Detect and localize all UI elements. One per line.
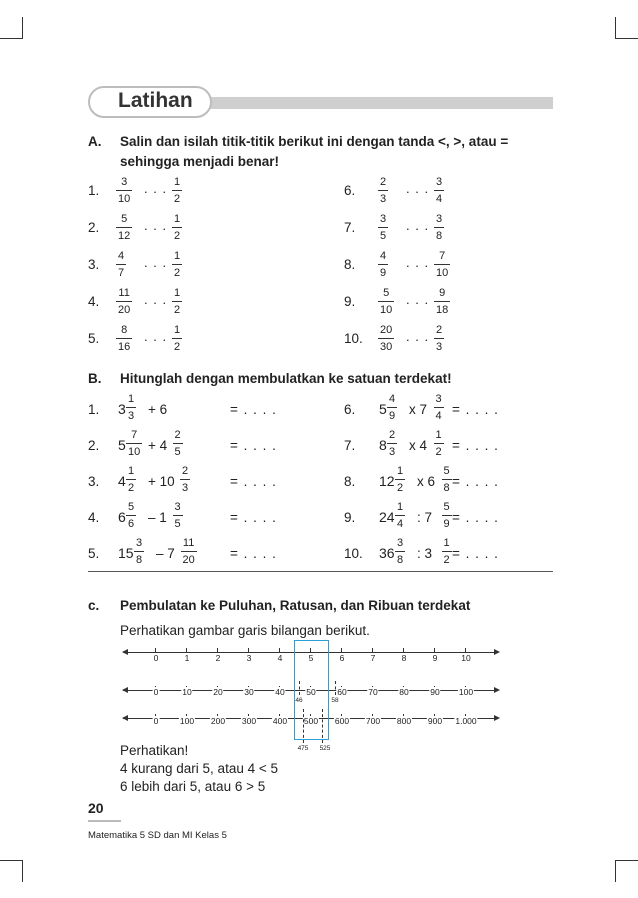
operator: – 7: [156, 546, 175, 561]
section-b-instruction: Hitunglah dengan membulatkan ke satuan terdekat!: [120, 371, 452, 386]
numerator: 1: [397, 465, 404, 477]
fraction-bar: [442, 515, 452, 516]
tick-label: 70: [368, 687, 378, 697]
numerator: 8: [121, 324, 128, 336]
blank-dots: . . .: [144, 292, 168, 307]
right-fraction: [172, 175, 182, 206]
denominator: 8: [436, 230, 443, 242]
note-line: 4 kurang dari 5, atau 4 < 5: [120, 761, 278, 776]
right-fraction: [434, 286, 450, 317]
note-line: 6 lebih dari 5, atau 6 > 5: [120, 779, 266, 794]
numerator: 5: [121, 213, 128, 225]
fraction-bar: [378, 190, 388, 191]
tick-label: 200: [210, 716, 226, 726]
crop-mark: [615, 17, 616, 39]
mixed-fraction: [442, 500, 452, 531]
tick-label: 30: [244, 687, 254, 697]
numerator: 1: [435, 429, 442, 441]
numerator: 11: [118, 287, 130, 299]
footer-text: Matematika 5 SD dan MI Kelas 5: [88, 830, 227, 841]
crop-mark: [22, 860, 23, 882]
fraction-bar: [395, 479, 405, 480]
operator: x 4: [409, 438, 428, 453]
fraction-bar: [378, 264, 388, 265]
tick-label: 0: [153, 687, 159, 697]
tick-label: 800: [396, 716, 412, 726]
tick-label: 10: [182, 687, 192, 697]
denominator: 5: [380, 230, 387, 242]
denominator: 9: [443, 518, 450, 530]
whole-number: 15: [118, 545, 134, 561]
item-number: 7.: [344, 220, 356, 235]
note-title: Perhatikan!: [120, 743, 189, 758]
fraction-bar: [172, 338, 182, 339]
tick-label: 1.000: [455, 716, 477, 726]
numerator: 1: [443, 537, 450, 549]
denominator: 5: [174, 446, 181, 458]
tick-label: 5: [308, 653, 314, 663]
left-fraction: [378, 286, 394, 317]
numerator: 1: [128, 465, 135, 477]
tick-label: 500: [303, 716, 319, 726]
arrow-left-icon: [122, 715, 128, 721]
answer-blank: = . . . .: [230, 510, 277, 525]
crop-mark: [615, 860, 616, 882]
fraction-bar: [434, 407, 444, 408]
item-number: 8.: [344, 257, 356, 272]
fraction-bar: [116, 227, 132, 228]
tick-label: 10: [461, 653, 471, 663]
fraction-bar: [442, 551, 452, 552]
tick-label: 100: [458, 687, 474, 697]
fraction-bar: [134, 551, 144, 552]
marker-label: 525: [319, 745, 331, 752]
fraction-bar: [434, 264, 450, 265]
whole-number: 12: [379, 473, 395, 489]
crop-mark: [616, 38, 638, 39]
section-a-instruction: Salin dan isilah titik-titik berikut ini dengan tanda <, >, atau =: [120, 134, 509, 149]
tick-label: 600: [334, 716, 350, 726]
fraction-bar: [434, 227, 444, 228]
right-fraction: [434, 323, 444, 354]
answer-blank: = . . . .: [452, 402, 499, 417]
denominator: 10: [380, 304, 393, 316]
item-number: 7.: [344, 438, 356, 453]
blank-dots: . . .: [406, 181, 430, 196]
numerator: 11: [182, 537, 195, 549]
section-c-intro: Perhatikan gambar garis bilangan berikut.: [120, 623, 370, 638]
whole-number: 5: [379, 401, 387, 417]
whole-number: 3: [118, 401, 126, 417]
left-fraction: [116, 212, 132, 243]
fraction-bar: [442, 479, 452, 480]
fraction-bar: [434, 190, 444, 191]
fraction-bar: [126, 515, 136, 516]
whole-number: 24: [379, 509, 395, 525]
fraction-bar: [434, 443, 444, 444]
denominator: 3: [182, 482, 189, 494]
numerator: 2: [436, 324, 443, 336]
blank-dots: . . .: [406, 329, 430, 344]
fraction-bar: [116, 190, 132, 191]
numerator: 4: [389, 393, 396, 405]
denominator: 30: [380, 341, 393, 353]
fraction-bar: [172, 301, 182, 302]
denominator: 2: [435, 446, 442, 458]
section-c-heading: Pembulatan ke Puluhan, Ratusan, dan Ribuan terdekat: [120, 598, 471, 613]
operator: + 10: [148, 474, 175, 489]
item-number: 3.: [88, 474, 100, 489]
right-fraction: [434, 212, 444, 243]
tick-label: 60: [337, 687, 347, 697]
title-bar: [210, 97, 553, 109]
numerator: 3: [397, 537, 404, 549]
mixed-fraction: [126, 464, 136, 495]
mixed-fraction: [434, 428, 444, 459]
denominator: 10: [436, 267, 449, 279]
fraction-bar: [116, 264, 126, 265]
item-number: 1.: [88, 183, 100, 198]
mixed-fraction: [180, 464, 190, 495]
fraction-bar: [126, 479, 136, 480]
numerator: 2: [380, 176, 387, 188]
tick-label: 8: [401, 653, 407, 663]
whole-number: 6: [118, 509, 126, 525]
denominator: 9: [389, 410, 396, 422]
whole-number: 5: [118, 437, 126, 453]
arrow-right-icon: [494, 687, 500, 693]
answer-blank: = . . . .: [452, 474, 499, 489]
fraction-bar: [434, 301, 450, 302]
denominator: 7: [118, 267, 125, 279]
item-number: 3.: [88, 257, 100, 272]
fraction-bar: [172, 264, 182, 265]
item-number: 4.: [88, 510, 100, 525]
tick-label: 0: [153, 653, 159, 663]
denominator: 5: [174, 518, 181, 530]
denominator: 2: [128, 482, 135, 494]
denominator: 2: [174, 304, 181, 316]
denominator: 12: [118, 230, 131, 242]
right-fraction: [172, 212, 182, 243]
fraction-bar: [395, 515, 405, 516]
right-fraction: [434, 249, 450, 280]
mixed-fraction: [442, 536, 452, 567]
item-number: 9.: [344, 294, 356, 309]
fraction-bar: [378, 301, 394, 302]
section-b-label: B.: [88, 371, 102, 386]
denominator: 9: [380, 267, 387, 279]
mixed-fraction: [395, 464, 405, 495]
numerator: 9: [439, 287, 446, 299]
operator: + 4: [148, 438, 168, 453]
whole-number: 4: [118, 473, 126, 489]
footer-rule: [88, 820, 121, 822]
denominator: 10: [118, 193, 131, 205]
whole-number: 8: [379, 437, 387, 453]
numerator: 1: [174, 213, 181, 225]
arrow-right-icon: [494, 649, 500, 655]
answer-blank: = . . . .: [452, 546, 499, 561]
blank-dots: . . .: [406, 218, 430, 233]
operator: : 7: [417, 510, 433, 525]
numerator: 2: [174, 429, 181, 441]
denominator: 6: [128, 518, 135, 530]
fraction-bar: [173, 515, 183, 516]
denominator: 2: [174, 230, 181, 242]
numerator: 5: [443, 465, 450, 477]
mixed-fraction: [395, 500, 405, 531]
crop-mark: [616, 860, 638, 861]
fraction-bar: [378, 227, 388, 228]
page-title: Latihan: [118, 89, 193, 112]
denominator: 3: [436, 341, 443, 353]
denominator: 4: [435, 410, 442, 422]
item-number: 2.: [88, 220, 100, 235]
item-number: 8.: [344, 474, 356, 489]
denominator: 16: [118, 341, 131, 353]
numerator: 3: [436, 176, 443, 188]
mixed-fraction: [173, 428, 183, 459]
left-fraction: [378, 212, 388, 243]
answer-blank: = . . . .: [230, 402, 277, 417]
numerator: 3: [121, 176, 128, 188]
answer-blank: = . . . .: [452, 438, 499, 453]
numerator: 5: [128, 501, 135, 513]
numerator: 2: [182, 465, 189, 477]
tick-label: 90: [430, 687, 440, 697]
tick-label: 6: [339, 653, 345, 663]
fraction-bar: [173, 443, 183, 444]
tick-label: 9: [432, 653, 438, 663]
answer-blank: = . . . .: [230, 546, 277, 561]
blank-dots: . . .: [144, 329, 168, 344]
numerator: 3: [436, 213, 443, 225]
tick-label: 3: [246, 653, 252, 663]
denominator: 18: [436, 304, 449, 316]
crop-mark: [0, 860, 22, 861]
numerator: 1: [128, 393, 135, 405]
tick-label: 20: [213, 687, 223, 697]
numerator: 3: [174, 501, 181, 513]
mixed-fraction: [181, 536, 197, 567]
right-fraction: [172, 286, 182, 317]
item-number: 1.: [88, 402, 100, 417]
fraction-bar: [116, 338, 132, 339]
item-number: 2.: [88, 438, 100, 453]
mixed-fraction: [126, 500, 136, 531]
mixed-fraction: [434, 392, 444, 423]
tick-label: 80: [399, 687, 409, 697]
denominator: 4: [397, 518, 404, 530]
denominator: 2: [174, 267, 181, 279]
denominator: 8: [136, 554, 143, 566]
mixed-fraction: [387, 428, 397, 459]
highlight-box: [294, 640, 329, 740]
numerator: 7: [439, 250, 446, 262]
left-fraction: [116, 175, 132, 206]
item-number: 4.: [88, 294, 100, 309]
answer-blank: = . . . .: [452, 510, 499, 525]
left-fraction: [116, 323, 132, 354]
fraction-bar: [387, 407, 397, 408]
tick-label: 40: [275, 687, 285, 697]
operator: : 3: [417, 546, 433, 561]
fraction-bar: [181, 551, 197, 552]
item-number: 10.: [344, 331, 363, 346]
numerator: 5: [443, 501, 450, 513]
denominator: 2: [174, 341, 181, 353]
right-fraction: [172, 323, 182, 354]
tick-label: 900: [427, 716, 443, 726]
numerator: 1: [174, 176, 181, 188]
fraction-bar: [172, 227, 182, 228]
numerator: 3: [435, 393, 442, 405]
denominator: 3: [128, 410, 135, 422]
blank-dots: . . .: [406, 292, 430, 307]
tick-label: 700: [365, 716, 381, 726]
blank-dots: . . .: [144, 218, 168, 233]
mixed-fraction: [387, 392, 397, 423]
arrow-right-icon: [494, 715, 500, 721]
blank-dots: . . .: [144, 181, 168, 196]
numerator: 3: [380, 213, 387, 225]
arrow-left-icon: [122, 687, 128, 693]
tick-label: 100: [179, 716, 195, 726]
item-number: 6.: [344, 183, 356, 198]
right-fraction: [172, 249, 182, 280]
numerator: 1: [174, 324, 181, 336]
fraction-bar: [395, 551, 405, 552]
crop-mark: [22, 17, 23, 39]
numerator: 20: [380, 324, 393, 336]
marker-label: 475: [297, 745, 309, 752]
tick-label: 400: [272, 716, 288, 726]
operator: + 6: [148, 402, 168, 417]
answer-blank: = . . . .: [230, 438, 277, 453]
left-fraction: [378, 175, 388, 206]
operator: x 7: [409, 402, 428, 417]
mixed-fraction: [395, 536, 405, 567]
denominator: 3: [389, 446, 396, 458]
mixed-fraction: [442, 464, 452, 495]
section-a-instruction: sehingga menjadi benar!: [120, 154, 280, 169]
tick-label: 2: [215, 653, 221, 663]
denominator: 4: [436, 193, 443, 205]
tick-label: 4: [277, 653, 283, 663]
answer-blank: = . . . .: [230, 474, 277, 489]
section-c-label: c.: [88, 598, 100, 613]
fraction-bar: [172, 190, 182, 191]
numerator: 4: [380, 250, 387, 262]
fraction-bar: [126, 443, 142, 444]
left-fraction: [116, 286, 132, 317]
denominator: 8: [397, 554, 404, 566]
blank-dots: . . .: [144, 255, 168, 270]
marker-label: 58: [331, 697, 339, 704]
section-a-label: A.: [88, 134, 102, 149]
section-divider: [88, 571, 553, 572]
mixed-fraction: [134, 536, 144, 567]
operator: x 6: [417, 474, 436, 489]
item-number: 10.: [344, 546, 363, 561]
tick-label: 7: [370, 653, 376, 663]
fraction-bar: [387, 443, 397, 444]
left-fraction: [116, 249, 126, 280]
numerator: 3: [136, 537, 143, 549]
fraction-bar: [378, 338, 394, 339]
numerator: 2: [389, 429, 396, 441]
marker-dash: [335, 681, 336, 695]
page-number: 20: [88, 800, 104, 816]
denominator: 10: [128, 446, 141, 458]
denominator: 2: [443, 554, 450, 566]
numerator: 1: [397, 501, 404, 513]
tick-label: 50: [306, 687, 316, 697]
item-number: 6.: [344, 402, 356, 417]
denominator: 20: [118, 304, 131, 316]
denominator: 8: [443, 482, 450, 494]
item-number: 5.: [88, 331, 100, 346]
mixed-fraction: [126, 392, 136, 423]
fraction-bar: [180, 479, 190, 480]
numerator: 7: [131, 429, 138, 441]
mixed-fraction: [126, 428, 142, 459]
item-number: 5.: [88, 546, 100, 561]
mixed-fraction: [173, 500, 183, 531]
fraction-bar: [434, 338, 444, 339]
numerator: 4: [118, 250, 125, 262]
left-fraction: [378, 323, 394, 354]
tick-label: 1: [184, 653, 190, 663]
denominator: 2: [397, 482, 404, 494]
denominator: 20: [182, 554, 195, 566]
left-fraction: [378, 249, 388, 280]
operator: – 1: [148, 510, 167, 525]
whole-number: 36: [379, 545, 395, 561]
numerator: 5: [383, 287, 390, 299]
denominator: 2: [174, 193, 181, 205]
numerator: 1: [174, 287, 181, 299]
tick-label: 0: [153, 716, 159, 726]
fraction-bar: [126, 407, 136, 408]
right-fraction: [434, 175, 444, 206]
item-number: 9.: [344, 510, 356, 525]
tick-label: 300: [241, 716, 257, 726]
denominator: 3: [380, 193, 387, 205]
arrow-left-icon: [122, 649, 128, 655]
fraction-bar: [116, 301, 132, 302]
numerator: 1: [174, 250, 181, 262]
crop-mark: [0, 38, 22, 39]
blank-dots: . . .: [406, 255, 430, 270]
marker-label: 46: [295, 697, 303, 704]
